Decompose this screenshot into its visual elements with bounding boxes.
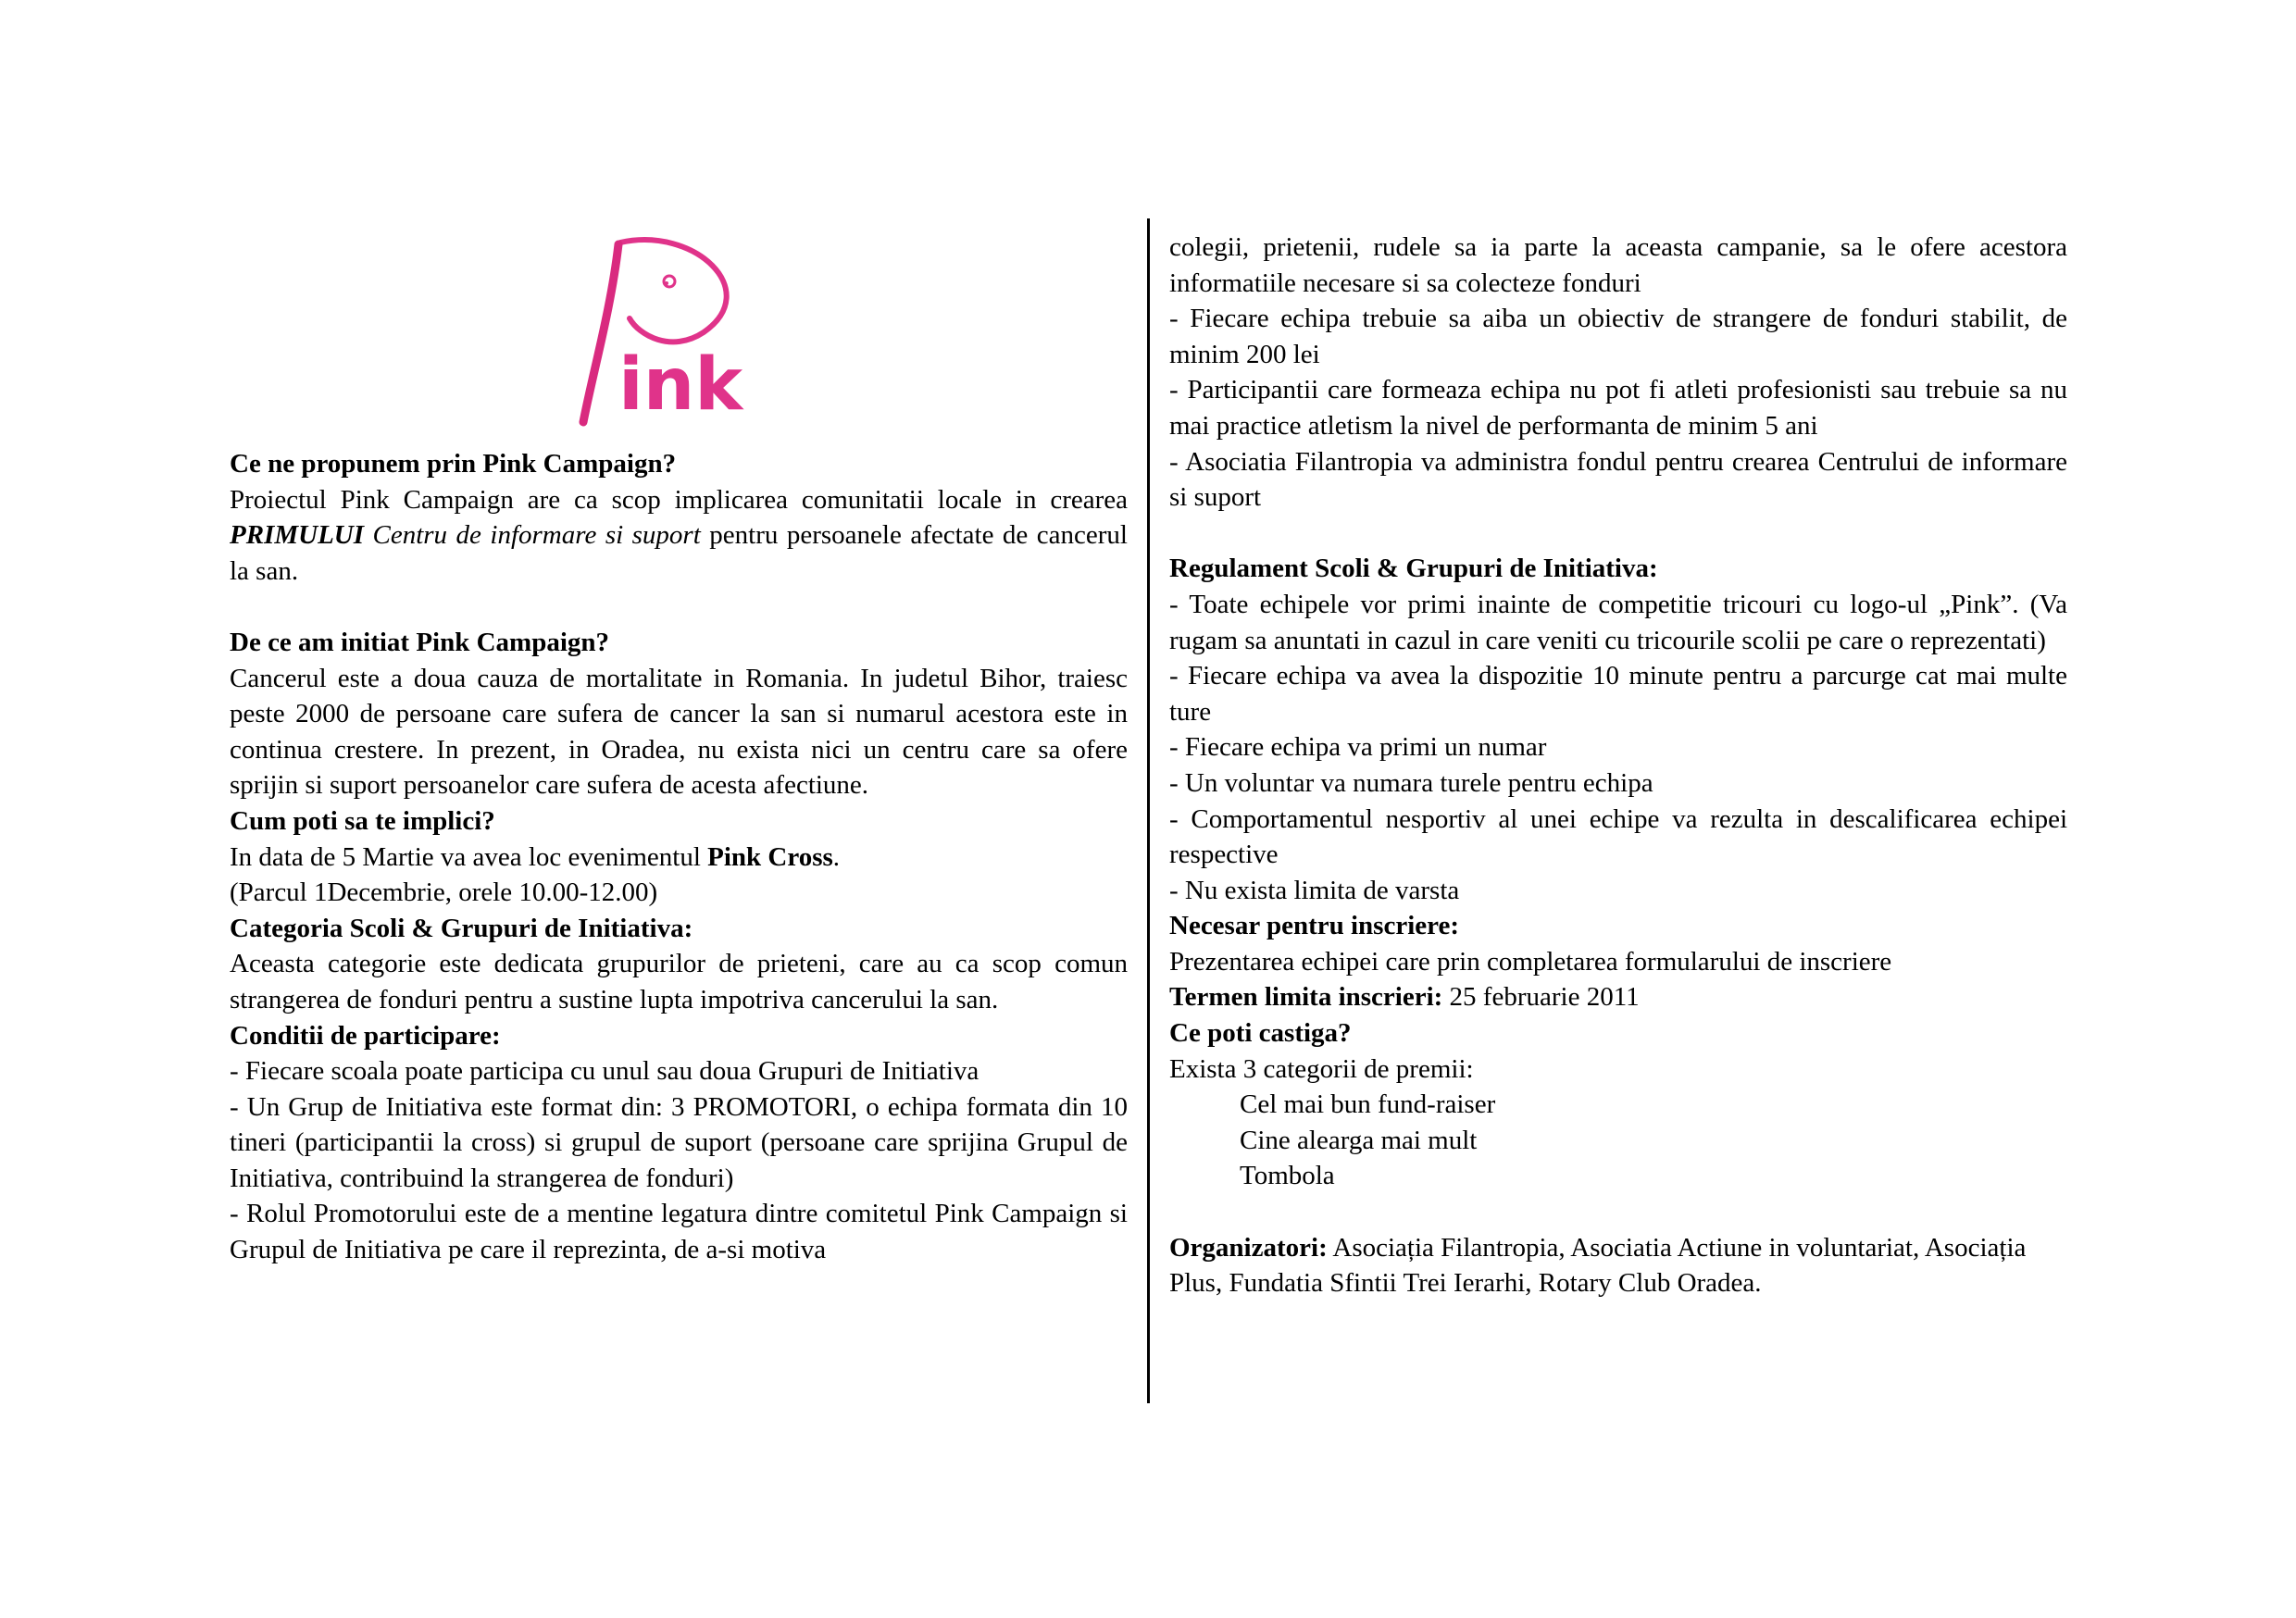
list-item: - Un Grup de Initiativa este format din: 3 PROMOTORI, o echipa formata din 10 tineri (participantii la cross) si grupul de suport (persoane care sprijina Grupul de Initiativa, contribuind la strangerea de fonduri) <box>230 1091 1128 1193</box>
paragraph-goal: Proiectul Pink Campaign are ca scop implicarea comunitatii locale in crearea PRIMULUI Centru de informare si suport pentru persoanele afectate de cancerul la san. <box>230 484 1128 586</box>
paragraph-location: (Parcul 1Decembrie, orele 10.00-12.00) <box>230 877 658 908</box>
pink-logo <box>565 226 759 429</box>
paragraph-prizes: Exista 3 categorii de premii: <box>1169 1053 1474 1084</box>
heading-rules: Regulament Scoli & Grupuri de Initiativa: <box>1169 554 1658 584</box>
paragraph-organizers: Organizatori: Asociația Filantropia, Asociatia Actiune in voluntariat, Asociația Plus, Fundatia Sfintii Trei Ierarhi, Rotary Club Oradea. <box>1169 1232 2027 1299</box>
paragraph-registration: Prezentarea echipei care prin completarea formularului de inscriere <box>1169 946 1892 977</box>
list-item: - Un voluntar va numara turele pentru echipa <box>1169 767 1653 798</box>
paragraph-category: Aceasta categorie este dedicata grupurilor de prieteni, care au ca scop comun strangerea de fonduri pentru a sustine lupta impotriva cancerului la san. <box>230 949 1128 1014</box>
paragraph-continuation: colegii, prietenii, rudele sa ia parte la aceasta campanie, sa le ofere acestora informatiile necesare si sa colecteze fonduri <box>1169 232 2067 298</box>
list-item: - Fiecare echipa trebuie sa aiba un obiectiv de strangere de fonduri stabilit, de minim 200 lei <box>1169 304 2067 369</box>
list-item: - Fiecare echipa va avea la dispozitie 10 minute pentru a parcurge cat mai multe ture <box>1169 661 2067 727</box>
heading-prizes: Ce poti castiga? <box>1169 1018 1352 1049</box>
heading-goal: Ce ne propunem prin Pink Campaign? <box>230 449 677 479</box>
list-item: - Participantii care formeaza echipa nu pot fi atleti profesionisti sau trebuie sa nu mai practice atletism la nivel de performanta de minim 5 ani <box>1169 375 2067 441</box>
prize-item: Cine alearga mai mult <box>1240 1125 1478 1155</box>
list-item: - Comportamentul nesportiv al unei echipe va rezulta in descalificarea echipei respective <box>1169 803 2067 870</box>
right-column <box>1169 230 2067 1301</box>
heading-conditions: Conditii de participare: <box>230 1020 501 1051</box>
heading-registration: Necesar pentru inscriere: <box>1169 911 1459 941</box>
heading-why: De ce am initiat Pink Campaign? <box>230 627 610 657</box>
list-item: - Fiecare scoala poate participa cu unul sau doua Grupuri de Initiativa <box>230 1056 980 1087</box>
logo-text: ink <box>618 343 743 427</box>
prize-item: Tombola <box>1240 1161 1335 1191</box>
prize-item: Cel mai bun fund-raiser <box>1240 1089 1496 1120</box>
list-item: - Asociatia Filantropia va administra fondul pentru crearea Centrului de informare si suport <box>1169 446 2067 513</box>
list-item: - Rolul Promotorului este de a mentine legatura dintre comitetul Pink Campaign si Grupul de Initiativa pe care il reprezinta, de a-si motiva <box>230 1199 1128 1265</box>
heading-how: Cum poti sa te implici? <box>230 805 495 836</box>
paragraph-why: Cancerul este a doua cauza de mortalitate in Romania. In judetul Bihor, traiesc peste 2000 de persoane care sufera de cancer la san si numarul acestora este in continua crestere. In prezent, in Oradea, nu exista nici un centru care sa ofere sprijin si suport persoanelor care sufera de acesta afectiune. <box>230 663 1128 801</box>
heading-category: Categoria Scoli & Grupuri de Initiativa: <box>230 913 693 943</box>
list-item: - Nu exista limita de varsta <box>1169 875 1460 905</box>
paragraph-event: In data de 5 Martie va avea loc evenimentul Pink Cross. <box>230 841 841 872</box>
paragraph-deadline: Termen limita inscrieri: 25 februarie 2011 <box>1169 982 1640 1013</box>
list-item: - Toate echipele vor primi inainte de competitie tricouri cu logo-ul „Pink”. (Va rugam sa anuntati in cazul in care veniti cu tricourile scolii pe care o reprezentati) <box>1169 589 2067 655</box>
left-column <box>230 446 1128 1268</box>
column-divider <box>1147 218 1150 1403</box>
list-item: - Fiecare echipa va primi un numar <box>1169 732 1547 763</box>
